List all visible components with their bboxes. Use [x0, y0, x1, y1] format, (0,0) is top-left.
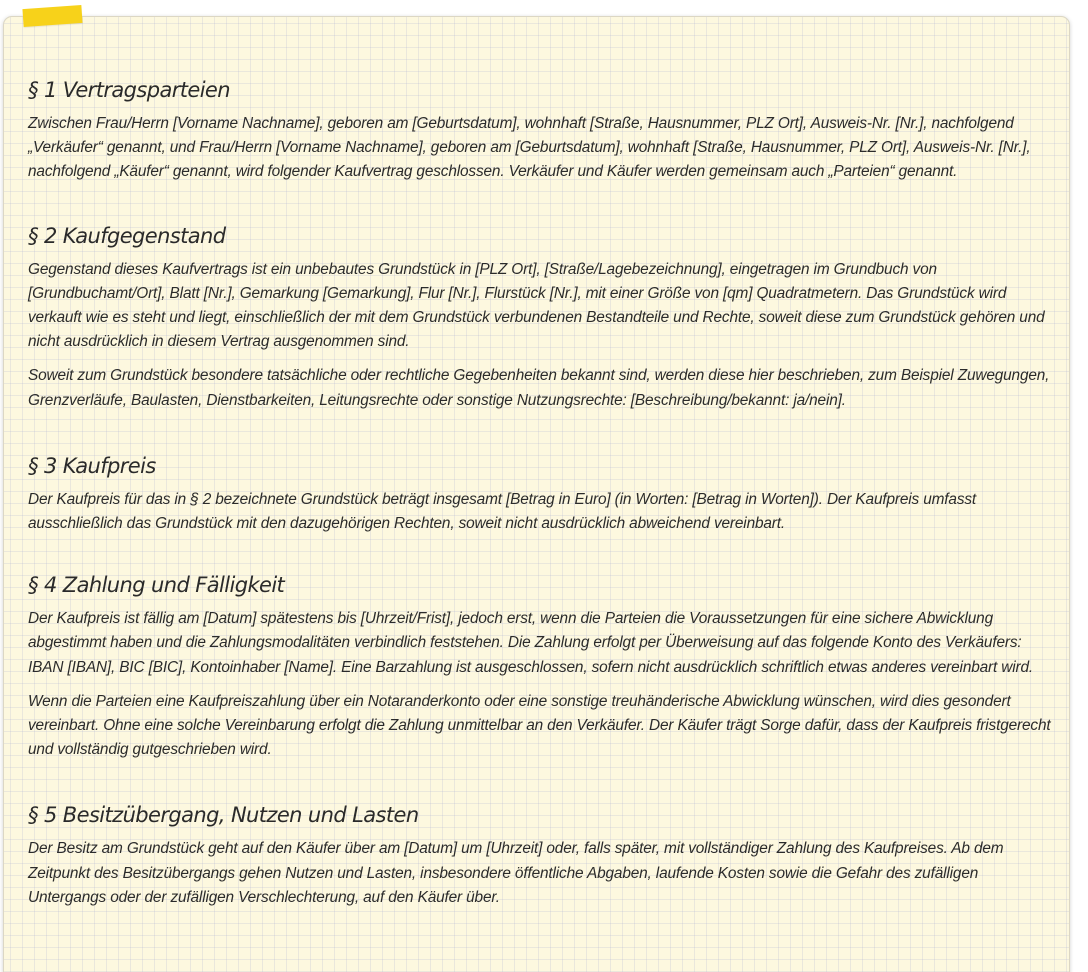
section-3-kaufpreis	[28, 453, 1052, 536]
section-5-besitzuebergang	[28, 802, 1052, 910]
section-heading: § 2 Kaufgegenstand	[28, 223, 226, 248]
section-paragraph: Der Kaufpreis für das in § 2 bezeichnete Grundstück beträgt insgesamt [Betrag in Euro] (in Worten: [Betrag in Worten]). Der Kaufpreis umfasst ausschließlich das Grundstück mit den dazugehörigen Rechten, soweit nicht ausdrücklich abweichend vereinbart.	[28, 490, 977, 533]
document-paper	[3, 16, 1070, 972]
section-paragraph: Der Besitz am Grundstück geht auf den Käufer über am [Datum] um [Uhrzeit] oder, falls später, mit vollständiger Zahlung des Kaufpreises. Ab dem Zeitpunkt des Besitzübergangs gehen Nutzen und Lasten, insbesondere öffentliche Abgaben, laufende Kosten sowie die Gefahr des zufälligen Untergangs oder der zufälligen Verschlechterung, auf den Käufer über.	[28, 840, 1004, 906]
section-heading: § 3 Kaufpreis	[28, 453, 156, 478]
section-heading: § 1 Vertragsparteien	[28, 78, 230, 102]
section-paragraph: Gegenstand dieses Kaufvertrags ist ein unbebautes Grundstück in [PLZ Ort], [Straße/Lagebezeichnung], eingetragen im Grundbuch von [Grundbuchamt/Ort], Blatt [Nr.], Gemarkung [Gemarkung], Flur [Nr.], Flurstück [Nr.], mit einer Größe von [qm] Quadratmetern. Das Grundstück wird verkauft wie es steht und liegt, einschließlich der mit dem Grundstück verbundenen Bestandteile und Rechte, soweit diese zum Grundstück gehören und nicht ausdrücklich in diesem Vertrag ausgenommen sind.	[28, 260, 1045, 351]
section-heading: § 4 Zahlung und Fälligkeit	[28, 573, 285, 598]
section-paragraph: Der Kaufpreis ist fällig am [Datum] spätestens bis [Uhrzeit/Frist], jedoch erst, wenn die Parteien die Voraussetzungen für eine sichere Abwicklung abgestimmt haben und die Zahlungsmodalitäten verbindlich feststehen. Die Zahlung erfolgt per Überweisung auf das folgende Konto des Verkäufers: IBAN [IBAN], BIC [BIC], Kontoinhaber [Name]. Eine Barzahlung ist ausgeschlossen, sofern nicht ausdrücklich schriftlich etwas anderes vereinbart wird.	[28, 610, 1034, 676]
section-1-vertragsparteien	[28, 77, 1052, 185]
section-4-zahlung-faelligkeit	[28, 572, 1052, 762]
document-content	[28, 77, 1052, 948]
section-paragraph: Wenn die Parteien eine Kaufpreiszahlung über ein Notaranderkonto oder eine sonstige treuhänderische Abwicklung wünschen, wird dies gesondert vereinbart. Ohne eine solche Vereinbarung erfolgt die Zahlung unmittelbar an den Verkäufer. Der Käufer trägt Sorge dafür, dass der Kaufpreis fristgerecht und vollständig gutgeschrieben wird.	[28, 692, 1051, 759]
section-heading: § 5 Besitzübergang, Nutzen und Lasten	[28, 803, 419, 828]
section-paragraph: Soweit zum Grundstück besondere tatsächliche oder rechtliche Gegebenheiten bekannt sind, werden diese hier beschrieben, zum Beispiel Zuwegungen, Grenzverläufe, Baulasten, Dienstbarkeiten, Leitungsrechte oder sonstige Nutzungsrechte: [Beschreibung/bekannt: ja/nein].	[28, 367, 1050, 409]
section-paragraph: Zwischen Frau/Herrn [Vorname Nachname], geboren am [Geburtsdatum], wohnhaft [Straße, Hausnummer, PLZ Ort], Ausweis-Nr. [Nr.], nachfolgend „Verkäufer“ genannt, und Frau/Herrn [Vorname Nachname], geboren am [Geburtsdatum], wohnhaft [Straße, Hausnummer, PLZ Ort], Ausweis-Nr. [Nr.], nachfolgend „Käufer“ genannt, wird folgender Kaufvertrag geschlossen. Verkäufer und Käufer werden gemeinsam auch „Parteien“ genannt.	[28, 115, 1031, 181]
section-2-kaufgegenstand	[28, 223, 1052, 413]
